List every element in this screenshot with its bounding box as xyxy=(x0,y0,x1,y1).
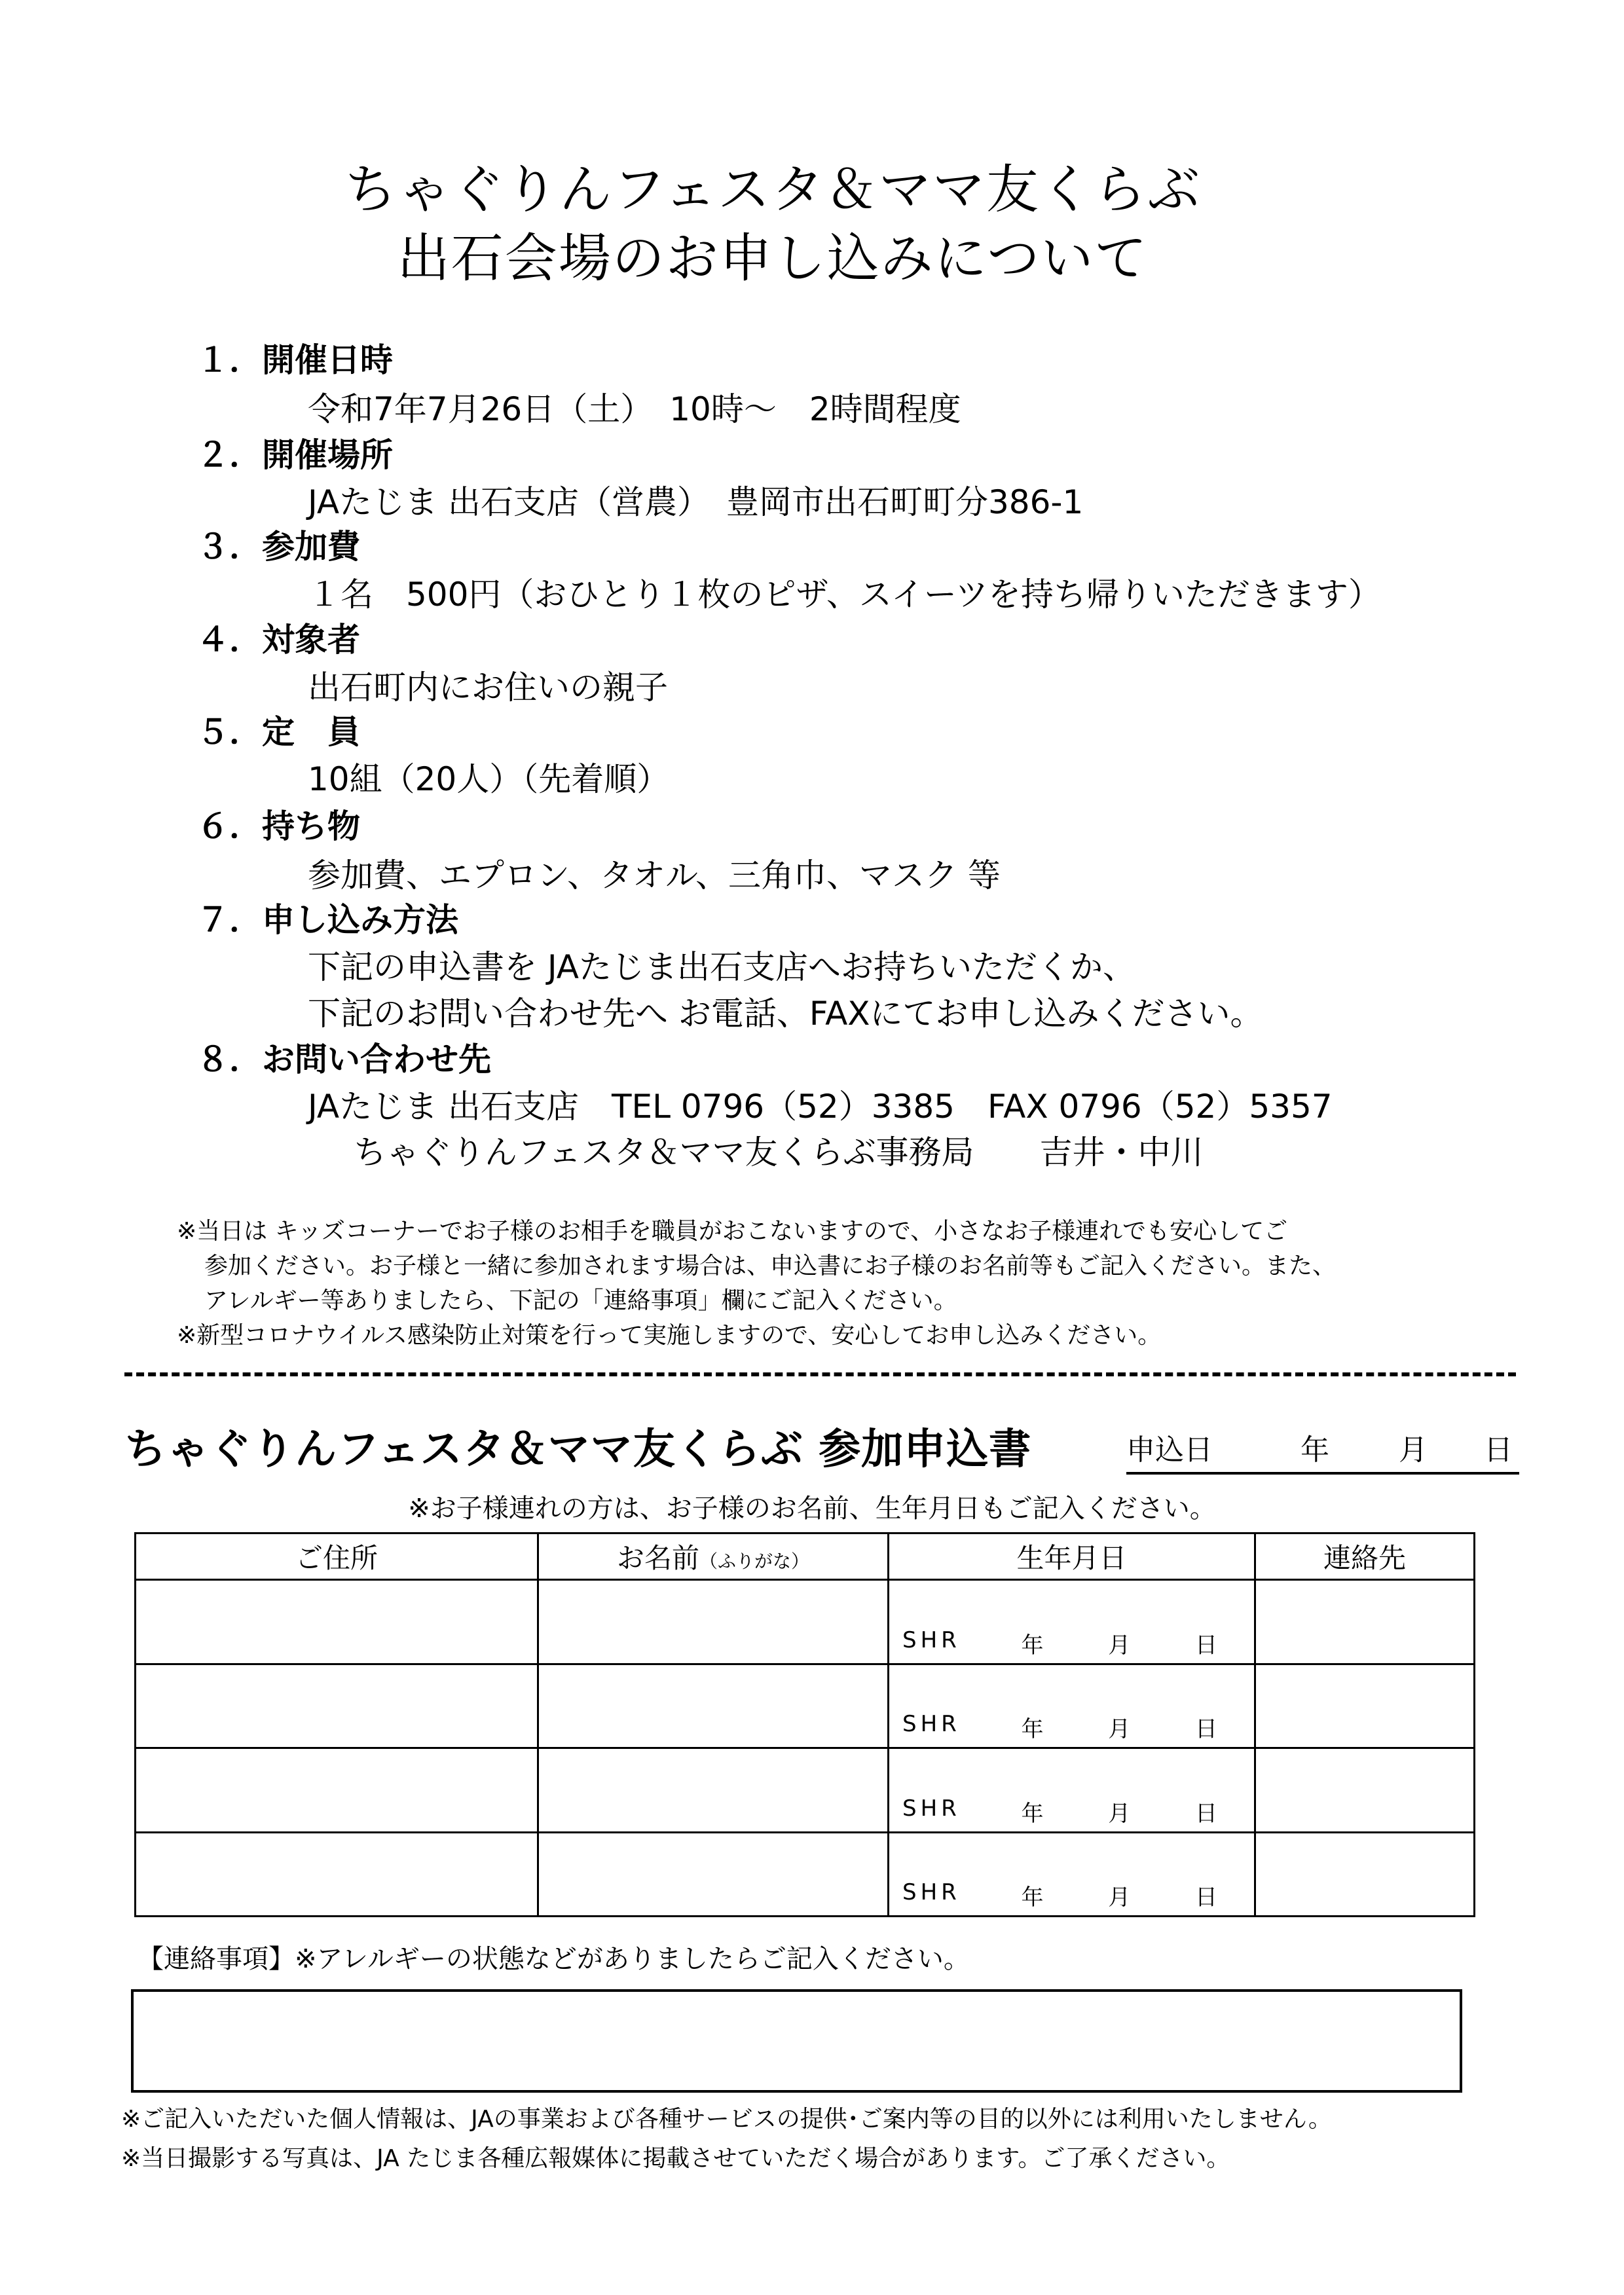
remarks-input-box[interactable] xyxy=(131,1989,1462,2093)
dob-month: 月 xyxy=(1108,1716,1135,1743)
table-row xyxy=(136,1664,1475,1748)
dob-era: SHR xyxy=(902,1795,961,1822)
form-instruction: ※お子様連れの方は、お子様のお名前、生年月日もご記入ください。 xyxy=(408,1494,1216,1524)
section-body-belongings: 参加費、エプロン、タオル、三角巾、マスク 等 xyxy=(308,856,1001,894)
date-year-label: 年 xyxy=(1301,1433,1329,1467)
note-line: ※当日は キッズコーナーでお子様のお相手を職員がおこないますので、小さなお子様連れでも安心してご xyxy=(177,1218,1288,1245)
date-day-label: 日 xyxy=(1484,1433,1513,1467)
name-cell[interactable] xyxy=(538,1748,889,1832)
table-header-row xyxy=(136,1533,1475,1580)
section-body-method-line2: 下記のお問い合わせ先へ お電話、FAXにてお申し込みください。 xyxy=(308,995,1263,1033)
dob-day: 日 xyxy=(1194,1800,1221,1827)
dob-cell[interactable] xyxy=(889,1832,1255,1916)
dob-month: 月 xyxy=(1108,1884,1135,1911)
contact-cell[interactable] xyxy=(1255,1832,1475,1916)
table-row xyxy=(136,1580,1475,1664)
date-month-label: 月 xyxy=(1399,1433,1428,1467)
section-body-capacity: 10組（20人）（先着順） xyxy=(308,760,670,798)
column-header-contact: 連絡先 xyxy=(1255,1533,1475,1580)
section-heading-belongings: ６．持ち物 xyxy=(196,807,360,845)
section-heading-method: ７．申し込み方法 xyxy=(196,901,458,939)
note-line: ※新型コロナウイルス感染防止対策を行って実施しますので、安心してお申し込みください。 xyxy=(177,1322,1162,1349)
contact-cell[interactable] xyxy=(1255,1580,1475,1664)
form-title: ちゃぐりんフェスタ＆ママ友くらぶ 参加申込書 xyxy=(124,1425,1032,1474)
address-cell[interactable] xyxy=(136,1580,538,1664)
dob-month: 月 xyxy=(1108,1800,1135,1827)
dob-era: SHR xyxy=(902,1711,961,1738)
note-line: 参加ください。お子様と一緒に参加されます場合は、申込書にお子様のお名前等もご記入ください。また、 xyxy=(204,1253,1337,1279)
name-cell[interactable] xyxy=(538,1832,889,1916)
note-line: アレルギー等ありましたら、下記の「連絡事項」欄にご記入ください。 xyxy=(204,1287,957,1314)
section-heading-target: ４．対象者 xyxy=(196,621,360,659)
contact-cell[interactable] xyxy=(1255,1664,1475,1748)
cut-line-divider xyxy=(124,1372,1516,1376)
contact-cell[interactable] xyxy=(1255,1748,1475,1832)
column-header-name xyxy=(538,1533,889,1580)
name-cell[interactable] xyxy=(538,1664,889,1748)
dob-day: 日 xyxy=(1194,1716,1221,1743)
dob-year: 年 xyxy=(1021,1884,1048,1911)
column-header-name-label: お名前 xyxy=(616,1542,699,1575)
section-heading-date: １．開催日時 xyxy=(196,341,393,379)
table-row xyxy=(136,1748,1475,1832)
dob-day: 日 xyxy=(1194,1884,1221,1911)
remarks-label: 【連絡事項】※アレルギーの状態などがありましたらご記入ください。 xyxy=(138,1944,970,1974)
column-header-address: ご住所 xyxy=(136,1533,538,1580)
dob-cell[interactable] xyxy=(889,1580,1255,1664)
section-body-date: 令和7年7月26日（土） 10時～ 2時間程度 xyxy=(308,390,961,428)
section-heading-venue: ２．開催場所 xyxy=(196,436,393,474)
footnote-privacy: ※ご記入いただいた個人情報は、JAの事業および各種サービスの提供･ご案内等の目的以外には利用いたしません。 xyxy=(121,2106,1332,2133)
date-label: 申込日 xyxy=(1126,1433,1213,1467)
application-table xyxy=(134,1532,1475,1917)
section-heading-capacity: ５．定 員 xyxy=(196,713,360,751)
dob-month: 月 xyxy=(1108,1632,1135,1659)
dob-era: SHR xyxy=(902,1626,961,1653)
footnote-photo: ※当日撮影する写真は、JA たじま各種広報媒体に掲載させていただく場合があります。ご了承ください。 xyxy=(121,2145,1230,2172)
dob-cell[interactable] xyxy=(889,1748,1255,1832)
section-body-contact-line2: ちゃぐりんフェスタ＆ママ友くらぶ事務局 吉井・中川 xyxy=(354,1133,1204,1171)
page-title-line1: ちゃぐりんフェスタ＆ママ友くらぶ xyxy=(344,159,1201,220)
column-header-name-furigana: （ふりがな） xyxy=(699,1551,810,1573)
page-title-line2: 出石会場のお申し込みについて xyxy=(397,228,1149,289)
dob-day: 日 xyxy=(1194,1632,1221,1659)
section-heading-contact: ８．お問い合わせ先 xyxy=(196,1040,491,1078)
section-body-fee: １名 500円（おひとり１枚のピザ、スイーツを持ち帰りいただきます） xyxy=(308,576,1381,614)
section-body-venue: JAたじま 出石支店（営農） 豊岡市出石町町分386-1 xyxy=(308,483,1084,521)
dob-cell[interactable] xyxy=(889,1664,1255,1748)
section-heading-fee: ３．参加費 xyxy=(196,528,360,566)
address-cell[interactable] xyxy=(136,1832,538,1916)
section-body-contact-line1: JAたじま 出石支店 TEL 0796（52）3385 FAX 0796（52）5357 xyxy=(308,1088,1333,1126)
column-header-dob: 生年月日 xyxy=(889,1533,1255,1580)
address-cell[interactable] xyxy=(136,1664,538,1748)
section-body-method-line1: 下記の申込書を JAたじま出石支店へお持ちいただくか、 xyxy=(308,948,1135,986)
name-cell[interactable] xyxy=(538,1580,889,1664)
dob-year: 年 xyxy=(1021,1716,1048,1743)
dob-era: SHR xyxy=(902,1879,961,1905)
table-row xyxy=(136,1832,1475,1916)
address-cell[interactable] xyxy=(136,1748,538,1832)
application-date-field[interactable] xyxy=(1126,1426,1519,1475)
section-body-target: 出石町内にお住いの親子 xyxy=(308,669,668,707)
dob-year: 年 xyxy=(1021,1800,1048,1827)
dob-year: 年 xyxy=(1021,1632,1048,1659)
